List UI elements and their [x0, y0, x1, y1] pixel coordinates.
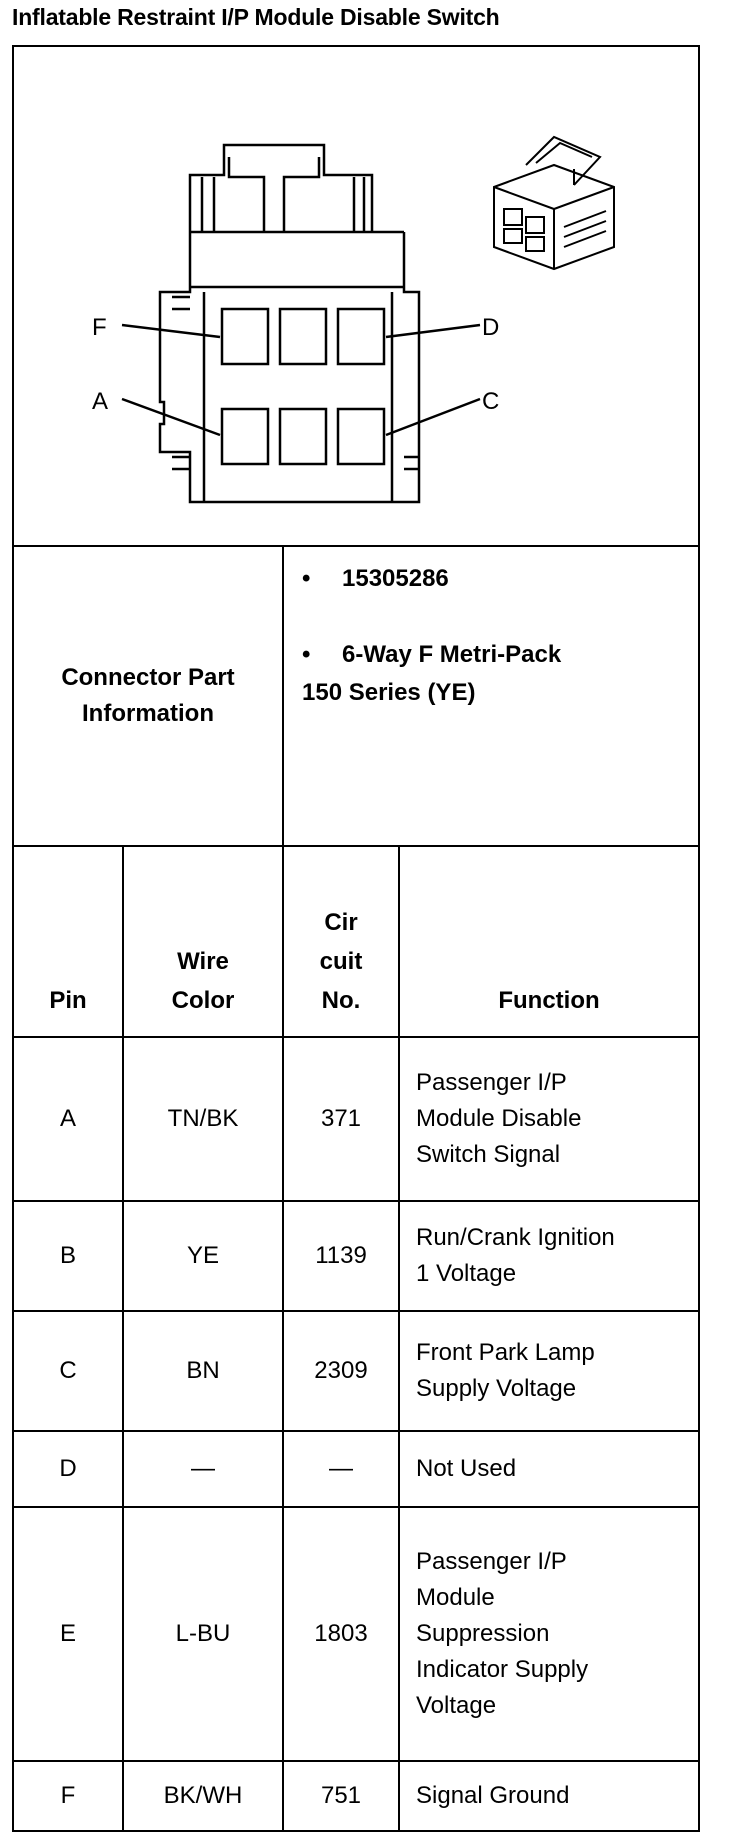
function-cell: [400, 1762, 698, 1830]
function-cell: [400, 1038, 698, 1200]
connector-description-line1: 6-Way F Metri-Pack: [342, 641, 562, 668]
pin-cell: D: [59, 1455, 77, 1482]
function-line: Switch Signal: [416, 1141, 561, 1168]
wire-color-cell: L-BU: [175, 1620, 231, 1647]
pin-label-f: F: [92, 314, 107, 341]
wire-color-cell: BK/WH: [163, 1782, 243, 1809]
header-function: Function: [498, 987, 600, 1014]
function-cell: [400, 1508, 698, 1760]
connector-part-label: Connector Part Information: [61, 664, 235, 727]
part-number: 15305286: [342, 565, 449, 592]
circuit-cell: —: [329, 1455, 353, 1482]
pin-label-a: A: [92, 388, 109, 415]
function-line: Module: [416, 1584, 495, 1611]
pin-cell: E: [59, 1620, 76, 1647]
circuit-cell: 1803: [314, 1620, 368, 1647]
circuit-cell: 2309: [314, 1357, 368, 1384]
function-cell: [400, 1202, 698, 1310]
header-circuit-no: Cir cuit No.: [319, 909, 363, 1014]
wire-color-cell: —: [191, 1455, 215, 1482]
function-line: Passenger I/P: [416, 1548, 567, 1575]
function-line: Passenger I/P: [416, 1069, 567, 1096]
wire-color-cell: BN: [186, 1357, 220, 1384]
circuit-cell: 751: [320, 1782, 362, 1809]
bullet-icon: •: [302, 565, 311, 592]
connector-isometric-icon: [494, 137, 614, 269]
pin-cell: B: [59, 1242, 76, 1269]
pin-label-c: C: [482, 388, 500, 415]
function-line: Run/Crank Ignition: [416, 1224, 615, 1251]
function-line: Not Used: [416, 1455, 517, 1482]
circuit-cell: 371: [320, 1105, 362, 1132]
function-line: Voltage: [416, 1692, 497, 1719]
function-line: Module Disable: [416, 1105, 582, 1132]
function-line: Suppression: [416, 1620, 550, 1647]
function-cell: [400, 1432, 698, 1506]
wire-color-cell: YE: [186, 1242, 219, 1269]
function-line: Front Park Lamp: [416, 1339, 595, 1366]
connector-part-info: [284, 547, 698, 845]
function-line: Supply Voltage: [416, 1375, 577, 1402]
description-line: [302, 641, 561, 669]
pin-cell: A: [59, 1105, 76, 1132]
bullet-icon: •: [302, 641, 311, 668]
wire-color-cell: TN/BK: [167, 1105, 239, 1132]
function-line: Indicator Supply: [416, 1656, 589, 1683]
part-number-line: [302, 565, 449, 593]
function-cell: [400, 1312, 698, 1430]
function-line: 1 Voltage: [416, 1260, 517, 1287]
header-pin: Pin: [49, 987, 87, 1014]
header-wire-color: Wire Color: [171, 948, 235, 1014]
connector-description-line2: 150 Series (YE): [302, 679, 476, 706]
connector-diagram: [14, 47, 698, 545]
pin-cell: F: [60, 1782, 76, 1809]
page-title: Inflatable Restraint I/P Module Disable Switch: [12, 4, 500, 30]
pin-label-d: D: [482, 314, 500, 341]
connector-face-drawing: [14, 47, 698, 545]
circuit-cell: 1139: [315, 1242, 367, 1269]
pin-cell: C: [59, 1357, 77, 1384]
function-line: Signal Ground: [416, 1782, 570, 1809]
